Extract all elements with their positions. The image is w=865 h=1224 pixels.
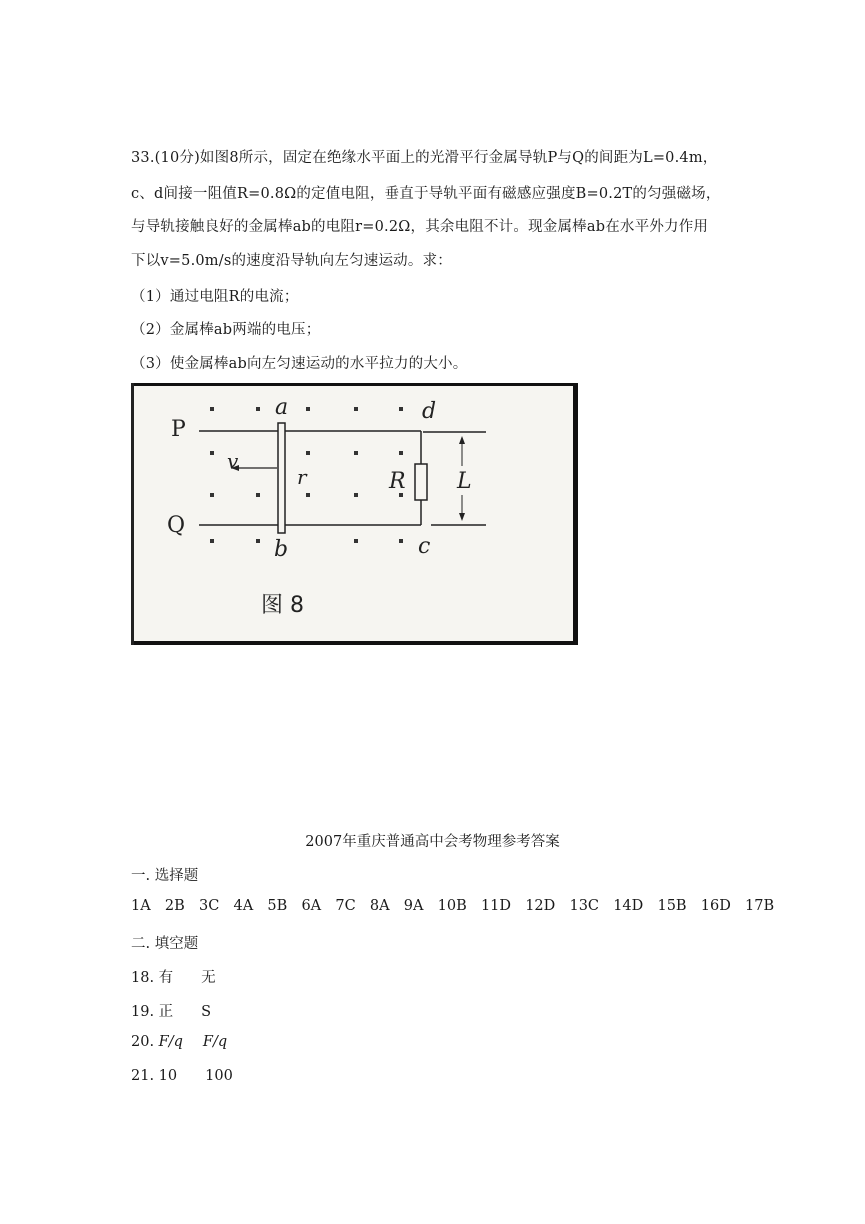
choice-answer: 8A — [369, 898, 390, 914]
fill-answer-a: F/q — [158, 1034, 183, 1050]
choice-answer: 7C — [335, 898, 356, 914]
label-Q: Q — [167, 513, 186, 538]
fill-answer-a: 正 — [158, 1004, 174, 1020]
field-dot — [256, 407, 260, 411]
question-line-1: 33.(10分)如图8所示，固定在绝缘水平面上的光滑平行金属导轨P与Q的间距为L=0.4m， — [131, 150, 718, 166]
sub-question-2: （2）金属棒ab两端的电压； — [131, 322, 321, 338]
choice-answer: 12D — [525, 898, 556, 914]
choice-answer: 14D — [613, 898, 644, 914]
fill-answer-19 — [131, 1000, 211, 1021]
resistor-R — [415, 464, 427, 500]
choice-answer: 6A — [301, 898, 322, 914]
choice-answers — [131, 898, 788, 914]
fill-answer-a: 有 — [158, 970, 174, 986]
fill-answer-b: 无 — [201, 970, 216, 986]
sub-question-1: （1）通过电阻R的电流； — [131, 289, 299, 305]
choice-answer: 17B — [745, 898, 775, 914]
label-r: r — [297, 465, 307, 489]
label-P: P — [171, 417, 186, 442]
choice-answer: 15B — [657, 898, 687, 914]
field-dot — [210, 407, 214, 411]
choice-answer: 3C — [198, 898, 220, 914]
fill-number: 18. — [131, 970, 155, 986]
field-dot — [210, 539, 214, 543]
field-dot — [399, 407, 403, 411]
field-dot — [306, 493, 310, 497]
fill-answer-21 — [131, 1068, 233, 1084]
field-dot — [256, 493, 260, 497]
choice-answer: 11D — [480, 898, 512, 914]
question-line-4: 下以v=5.0m/s的速度沿导轨向左匀速运动。求： — [131, 253, 452, 269]
figure-bottom-border — [131, 641, 578, 645]
choice-answer: 16D — [700, 898, 731, 914]
fill-number: 20. — [131, 1034, 155, 1050]
metal-rod-ab — [278, 423, 285, 533]
field-dot — [354, 451, 358, 455]
choice-answer: 5B — [267, 898, 288, 914]
choice-answer: 2B — [164, 898, 185, 914]
field-dot — [354, 407, 358, 411]
question-line-2: c、d间接一阻值R=0.8Ω的定值电阻，垂直于导轨平面有磁感应强度B=0.2T的匀强磁场， — [131, 186, 721, 202]
fill-number: 21. — [131, 1068, 155, 1084]
field-dot — [306, 451, 310, 455]
choice-answer: 9A — [403, 898, 424, 914]
fill-answer-a: 10 — [158, 1068, 178, 1084]
figure-background — [131, 383, 578, 645]
field-dot — [210, 493, 214, 497]
fill-number: 19. — [131, 1004, 155, 1020]
answer-title: 2007年重庆普通高中会考物理参考答案 — [305, 834, 560, 850]
field-dot — [210, 451, 214, 455]
section-choice-heading: 一. 选择题 — [131, 868, 199, 884]
figure-left-border — [131, 383, 134, 645]
choice-answer: 10B — [437, 898, 467, 914]
sub-question-3: （3）使金属棒ab向左匀速运动的水平拉力的大小。 — [131, 356, 468, 372]
fill-answer-18 — [131, 966, 216, 987]
fill-answer-20 — [131, 1034, 227, 1050]
label-a: a — [275, 395, 289, 420]
field-dot — [354, 493, 358, 497]
field-dot — [354, 539, 358, 543]
question-line-3: 与导轨接触良好的金属棒ab的电阻r=0.2Ω，其余电阻不计。现金属棒ab在水平外力作用 — [131, 219, 709, 235]
field-dot — [399, 539, 403, 543]
label-d: d — [422, 399, 437, 424]
figure-top-border — [131, 383, 578, 386]
figure-8-diagram — [131, 383, 578, 645]
choice-answer: 1A — [131, 898, 151, 914]
fill-answer-b: S — [201, 1004, 212, 1020]
field-dot — [399, 451, 403, 455]
fill-answer-b: 100 — [205, 1068, 233, 1084]
field-dot — [306, 407, 310, 411]
fill-answer-b: F/q — [202, 1034, 228, 1050]
label-v: v — [227, 449, 239, 473]
figure-right-border — [573, 383, 578, 645]
label-R: R — [389, 469, 406, 494]
figure-caption: 图 8 — [261, 593, 304, 618]
choice-answer: 4A — [233, 898, 254, 914]
label-L: L — [457, 469, 472, 494]
label-c: c — [418, 534, 431, 559]
choice-answer: 13C — [569, 898, 600, 914]
label-b: b — [274, 537, 289, 562]
section-fill-heading: 二. 填空题 — [131, 936, 199, 952]
field-dot — [256, 539, 260, 543]
